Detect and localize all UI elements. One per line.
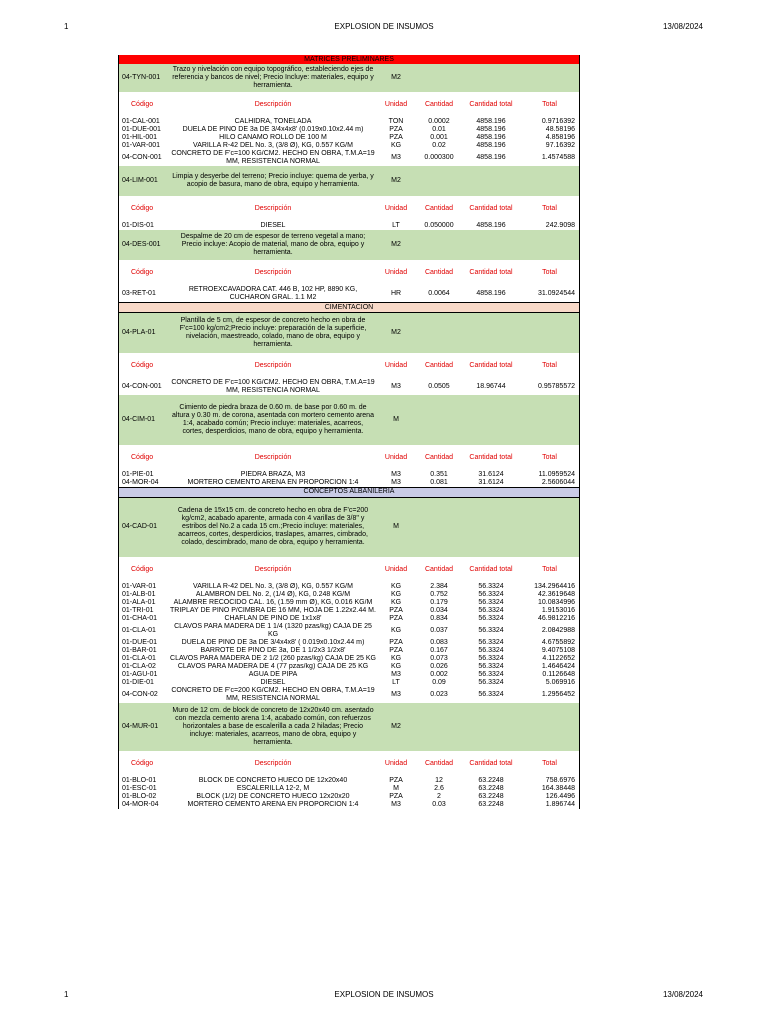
item-quantity: 0.083 — [430, 639, 448, 646]
item-total: 164.38448 — [541, 785, 575, 792]
item-code: 01-TRI-01 — [122, 607, 154, 614]
item-row — [119, 150, 579, 166]
item-quantity: 0.0064 — [428, 290, 450, 297]
concept-filler — [416, 313, 579, 353]
item-total: 1.2956452 — [541, 691, 575, 698]
concept-code: 04-CIM-01 — [119, 395, 170, 445]
concept-code: 04-DES-001 — [119, 230, 170, 260]
item-quantity: 0.073 — [430, 655, 448, 662]
item-description: CLAVOS PARA MADERA DE 4 (77 pzas/kg) CAJA DE 25 KG — [177, 663, 369, 670]
item-unit: M3 — [391, 478, 401, 486]
concept-unit: M2 — [376, 703, 416, 751]
item-total: 134.2964416 — [534, 583, 575, 590]
item-unit: M3 — [391, 691, 401, 698]
item-unit: TON — [388, 118, 404, 125]
item-row — [119, 801, 579, 809]
header-cantidad: Cantidad — [424, 205, 454, 212]
item-row — [119, 142, 579, 150]
item-quantity: 0.002 — [430, 671, 448, 678]
item-description: MORTERO CEMENTO ARENA EN PROPORCION 1:4 — [187, 478, 359, 486]
item-code: 01-VAR-001 — [122, 142, 161, 149]
item-quantity-total: 4858.196 — [476, 118, 506, 125]
header-descripcion: Descripción — [254, 101, 292, 108]
item-quantity-total: 56.3324 — [478, 583, 504, 590]
item-row — [119, 471, 579, 479]
item-description: CLAVOS PARA MADERA DE 1 1/4 (1320 pzas/kg) CAJA DE 25 KG — [174, 623, 372, 638]
concept-code: 04-TYN-001 — [119, 64, 170, 92]
header-unidad: Unidad — [384, 101, 408, 108]
item-code: 01-CLA-02 — [122, 663, 156, 670]
item-row — [119, 615, 579, 623]
footer-title: EXPLOSION DE INSUMOS — [334, 990, 434, 999]
item-description: CHAFLAN DE PINO DE 1x1x8' — [224, 615, 322, 622]
header-cantidad-total: Cantidad total — [469, 101, 513, 108]
concept-unit: M2 — [376, 230, 416, 260]
item-row — [119, 639, 579, 647]
concept-filler — [416, 64, 579, 92]
item-quantity: 0.0002 — [428, 118, 450, 125]
item-total: 126.4496 — [545, 793, 575, 800]
concept-code: 04-PLA-01 — [119, 313, 170, 353]
item-description: DIESEL — [260, 679, 286, 686]
item-quantity-total: 56.3324 — [478, 691, 504, 698]
item-quantity-total: 4858.196 — [476, 154, 506, 161]
concept-description: Plantilla de 5 cm, de espesor de concreto hecho en obra de F'c=100 kg/cm2;Precio incluye: preparación de la superficie, nivelación, maestreado, colado, mano de obra, equipo y herramienta. — [170, 313, 376, 353]
item-unit: PZA — [389, 134, 403, 141]
item-quantity-total: 56.3324 — [478, 679, 504, 686]
item-unit: M3 — [391, 671, 401, 678]
item-row — [119, 222, 579, 230]
item-code: 01-BAR-01 — [122, 647, 157, 654]
item-total: 2.5606044 — [541, 478, 575, 486]
item-quantity-total: 56.3324 — [478, 627, 504, 634]
item-total: 1.4574588 — [541, 154, 575, 161]
item-quantity-total: 56.3324 — [478, 655, 504, 662]
concept-row — [119, 166, 579, 196]
item-quantity-total: 31.6124 — [478, 470, 504, 478]
section-title: CONCEPTOS ALBAÑILERIA — [119, 487, 579, 497]
header-cantidad-total: Cantidad total — [469, 269, 513, 276]
item-unit: KG — [390, 583, 402, 590]
item-unit: KG — [390, 627, 402, 634]
concept-code: 04-LIM-001 — [119, 166, 170, 196]
header-unidad: Unidad — [384, 205, 408, 212]
item-code: 01-BLO-01 — [122, 777, 157, 784]
item-total: 5.069916 — [545, 679, 575, 686]
concept-unit: M — [376, 395, 416, 445]
column-header-row — [119, 751, 579, 777]
item-total: 1.4646424 — [541, 663, 575, 670]
item-code: 01-CLA-01 — [122, 627, 156, 634]
item-row — [119, 118, 579, 126]
item-quantity-total: 56.3324 — [478, 647, 504, 654]
header-total: Total — [542, 361, 557, 369]
item-description: MORTERO CEMENTO ARENA EN PROPORCION 1:4 — [187, 801, 359, 808]
item-description: ALAMBRON DEL No. 2, (1/4 Ø), KG, 0.248 KG/M — [195, 591, 351, 598]
header-descripcion: Descripción — [254, 453, 292, 461]
item-quantity: 0.050000 — [424, 222, 454, 229]
section-row — [119, 55, 579, 64]
item-description: CONCRETO DE F'c=200 KG/CM2. HECHO EN OBRA, T.M.A=19 MM, RESISTENCIA NORMAL — [171, 687, 375, 702]
item-row — [119, 647, 579, 655]
item-total: 4.1122652 — [542, 655, 575, 662]
item-unit: M3 — [391, 801, 401, 808]
concept-description: Muro de 12 cm. de block de concreto de 12x20x40 cm. asentado con mezcla cemento arena 1:4, acabado común, con refuerzos horizontales a base de escalerilla a cada 2 hiladas; Precio incluye: materiales, acarreos, mano de obra, equipo y herramienta. — [170, 703, 376, 751]
item-description: BARROTE DE PINO DE 3a, DE 1 1/2x3 1/2x8' — [200, 647, 346, 654]
header-unidad: Unidad — [384, 453, 408, 461]
item-code: 01-CLA-01 — [122, 655, 156, 662]
item-description: HILO CAÑAMO ROLLO DE 100 M — [219, 134, 327, 141]
concept-filler — [416, 166, 579, 196]
item-unit: LT — [392, 222, 400, 229]
item-code: 04-MOR-04 — [122, 801, 159, 808]
item-total: 4.6755892 — [541, 639, 575, 646]
concept-row — [119, 703, 579, 751]
item-row — [119, 591, 579, 599]
header-total: Total — [542, 205, 557, 212]
item-quantity: 2 — [437, 793, 441, 800]
item-quantity-total: 56.3324 — [478, 639, 504, 646]
item-description: DIESEL — [260, 222, 286, 229]
item-description: CONCRETO DE F'c=100 KG/CM2. HECHO EN OBRA, T.M.A=19 MM, RESISTENCIA NORMAL — [171, 378, 375, 394]
item-total: 9.4075108 — [541, 647, 575, 654]
item-description: CLAVOS PARA MADERA DE 2 1/2 (260 pzas/kg) CAJA DE 25 KG — [170, 655, 376, 662]
item-quantity-total: 31.6124 — [478, 478, 504, 486]
item-description: TRIPLAY DE PINO P/CIMBRA DE 16 MM, HOJA DE 1.22x2.44 M. — [170, 607, 376, 614]
header-cantidad: Cantidad — [424, 453, 454, 461]
concept-row — [119, 230, 579, 260]
item-total: 758.6976 — [545, 777, 575, 784]
item-quantity-total: 4858.196 — [476, 134, 506, 141]
item-quantity-total: 56.3324 — [478, 671, 504, 678]
item-quantity-total: 4858.196 — [476, 142, 506, 149]
concept-row — [119, 313, 579, 353]
item-row — [119, 379, 579, 395]
item-description: RETROEXCAVADORA CAT. 446 B, 102 HP, 8890 KG, CUCHARON GRAL. 1.1 M2 — [188, 286, 358, 301]
item-description: ESCALERILLA 12-2, M — [236, 785, 310, 792]
item-quantity: 0.02 — [432, 142, 446, 149]
page-header — [0, 20, 768, 34]
header-unidad: Unidad — [384, 760, 408, 767]
header-cantidad: Cantidad — [424, 269, 454, 276]
item-total: 1.9153016 — [541, 607, 575, 614]
item-total: 11.0959524 — [538, 470, 575, 478]
section-row — [119, 303, 579, 313]
column-header-row — [119, 557, 579, 583]
concept-filler — [416, 395, 579, 445]
column-header-row — [119, 92, 579, 118]
header-cantidad: Cantidad — [424, 760, 454, 767]
header-unidad: Unidad — [384, 566, 408, 573]
item-unit: PZA — [389, 126, 403, 133]
header-descripcion: Descripción — [254, 205, 292, 212]
item-total: 0.1126648 — [542, 671, 575, 678]
column-header-row — [119, 196, 579, 222]
header-cantidad-total: Cantidad total — [469, 453, 513, 461]
header-total: Total — [542, 269, 557, 276]
item-total: 242.9098 — [545, 222, 575, 229]
header-cantidad-total: Cantidad total — [469, 361, 513, 369]
section-title: MATRICES PRELIMINARES — [119, 55, 579, 64]
item-row — [119, 687, 579, 703]
page-footer — [0, 988, 768, 1002]
concept-description: Limpia y desyerbe del terreno; Precio incluye: quema de yerba, y acopio de basura, mano de obra, equipo y herramienta. — [170, 166, 376, 196]
item-row — [119, 623, 579, 639]
item-unit: PZA — [389, 639, 403, 646]
item-description: VARILLA R-42 DEL No. 3, (3/8 Ø), KG, 0.557 KG/M — [193, 142, 353, 149]
insumos-sheet — [118, 55, 580, 809]
header-descripcion: Descripción — [254, 269, 292, 276]
item-quantity: 0.023 — [430, 691, 448, 698]
item-code: 01-DUE-01 — [122, 639, 158, 646]
header-descripcion: Descripción — [254, 361, 292, 369]
item-unit: KG — [390, 663, 402, 670]
header-codigo: Código — [131, 361, 154, 369]
item-unit: LT — [392, 679, 400, 686]
header-cantidad: Cantidad — [424, 566, 454, 573]
item-quantity: 0.000300 — [424, 154, 454, 161]
header-descripcion: Descripción — [254, 566, 292, 573]
item-code: 03-RET-01 — [122, 290, 156, 297]
item-code: 01-ALB-01 — [122, 591, 156, 598]
item-description: CONCRETO DE F'c=100 KG/CM2. HECHO EN OBRA, T.M.A=19 MM, RESISTENCIA NORMAL — [171, 150, 375, 165]
header-codigo: Código — [131, 453, 154, 461]
header-cantidad: Cantidad — [424, 361, 454, 369]
item-code: 01-CHA-01 — [122, 615, 158, 622]
item-row — [119, 679, 579, 687]
footer-page-number: 1 — [64, 990, 69, 999]
header-cantidad-total: Cantidad total — [469, 205, 513, 212]
item-code: 01-ESC-01 — [122, 785, 157, 792]
section-row — [119, 487, 579, 497]
header-codigo: Código — [131, 760, 154, 767]
header-cantidad: Cantidad — [424, 101, 454, 108]
item-description: AGUA DE PIPA — [248, 671, 298, 678]
item-code: 04-CON-001 — [122, 382, 162, 390]
concept-description: Trazo y nivelación con equipo topográfico, estableciendo ejes de referencia y bancos de nivel; Precio Incluye: materiales, equipo y herramienta. — [170, 64, 376, 92]
item-quantity-total: 56.3324 — [478, 591, 504, 598]
item-row — [119, 785, 579, 793]
item-code: 01-CAL-001 — [122, 118, 160, 125]
header-codigo: Código — [131, 205, 154, 212]
item-quantity: 0.179 — [430, 599, 448, 606]
item-total: 97.16392 — [545, 142, 575, 149]
item-description: BLOCK DE CONCRETO HUECO DE 12x20x40 — [198, 777, 348, 784]
concept-description: Cadena de 15x15 cm. de concreto hecho en obra de F'c=200 kg/cm2, acabado aparente, armada con 4 varillas de 3/8" y estribos del No.2 a cada 15 cm.;Precio incluye: materiales, acarreos, cortes, desperdicios, traslapes, amarres, cimbrado, colado, descimbrado, mano de obra, equipo y herramienta. — [170, 497, 376, 557]
header-total: Total — [542, 566, 557, 573]
item-description: BLOCK (1/2) DE CONCRETO HUECO 12x20x20 — [196, 793, 350, 800]
item-quantity-total: 63.2248 — [478, 777, 504, 784]
item-quantity-total: 56.3324 — [478, 663, 504, 670]
column-header-row — [119, 353, 579, 379]
item-quantity: 0.752 — [430, 591, 448, 598]
item-row — [119, 479, 579, 488]
item-quantity: 2.6 — [434, 785, 444, 792]
concept-unit: M2 — [376, 313, 416, 353]
item-unit: M3 — [391, 470, 401, 478]
concept-row — [119, 64, 579, 92]
item-description: CALHIDRA, TONELADA — [234, 118, 312, 125]
concept-filler — [416, 703, 579, 751]
item-code: 01-HIL-001 — [122, 134, 158, 141]
item-row — [119, 663, 579, 671]
item-description: DUELA DE PINO DE 3a DE 3/4x4x8' ( 0.019x0.10x2.44 m) — [181, 639, 365, 646]
item-total: 46.9812216 — [538, 615, 575, 622]
item-row — [119, 793, 579, 801]
item-quantity-total: 63.2248 — [478, 793, 504, 800]
item-description: PIEDRA BRAZA, M3 — [240, 470, 306, 478]
item-code: 01-PIE-01 — [122, 470, 154, 478]
item-quantity: 0.834 — [430, 615, 448, 622]
column-header-row — [119, 260, 579, 286]
item-quantity-total: 18.96744 — [476, 382, 506, 390]
concept-description: Cimiento de piedra braza de 0.60 m. de base por 0.60 m. de altura y 0.30 m. de corona, asentada con mortero cemento arena 1:4, acabado común; Precio incluye: materiales, acarreos, cortes, desperdicios, mano de obra, equipo y herramienta. — [170, 395, 376, 445]
item-unit: KG — [390, 142, 402, 149]
header-descripcion: Descripción — [254, 760, 292, 767]
item-code: 01-BLO-02 — [122, 793, 157, 800]
item-unit: PZA — [389, 777, 403, 784]
item-quantity: 0.037 — [430, 627, 448, 634]
item-quantity: 0.167 — [430, 647, 448, 654]
item-code: 01-ALA-01 — [122, 599, 156, 606]
header-codigo: Código — [131, 269, 154, 276]
concept-unit: M2 — [376, 166, 416, 196]
item-unit: KG — [390, 599, 402, 606]
document-date: 13/08/2024 — [662, 22, 703, 31]
item-quantity-total: 63.2248 — [478, 785, 504, 792]
header-total: Total — [542, 101, 557, 108]
item-description: ALAMBRE RECOCIDO CAL. 16, (1.59 mm Ø), KG, 0.016 KG/M — [173, 599, 373, 606]
item-unit: M — [393, 785, 399, 792]
concept-code: 04-CAD-01 — [119, 497, 170, 557]
insumos-table — [119, 55, 579, 809]
item-quantity: 0.03 — [432, 801, 446, 808]
concept-description: Despalme de 20 cm de espesor de terreno vegetal a mano; Precio incluye: Acopio de material, mano de obra, equipo y herramienta. — [170, 230, 376, 260]
item-unit: KG — [390, 655, 402, 662]
item-unit: M3 — [391, 154, 401, 161]
header-total: Total — [542, 760, 557, 767]
page-number: 1 — [64, 22, 69, 31]
item-row — [119, 134, 579, 142]
section-title: CIMENTACION — [119, 303, 579, 313]
item-row — [119, 583, 579, 591]
item-total: 0.9716392 — [541, 118, 575, 125]
item-unit: M3 — [391, 382, 401, 390]
item-row — [119, 126, 579, 134]
header-codigo: Código — [131, 566, 154, 573]
item-code: 04-CON-02 — [122, 691, 158, 698]
item-quantity-total: 63.2248 — [478, 801, 504, 808]
item-total: 4.858196 — [545, 134, 575, 141]
concept-unit: M — [376, 497, 416, 557]
item-quantity: 0.034 — [430, 607, 448, 614]
item-quantity-total: 56.3324 — [478, 615, 504, 622]
concept-unit: M2 — [376, 64, 416, 92]
item-row — [119, 599, 579, 607]
item-quantity-total: 4858.196 — [476, 126, 506, 133]
item-quantity: 2.384 — [430, 583, 448, 590]
item-quantity-total: 4858.196 — [476, 290, 506, 297]
item-quantity-total: 56.3324 — [478, 599, 504, 606]
item-quantity-total: 4858.196 — [476, 222, 506, 229]
item-code: 04-MOR-04 — [122, 478, 159, 486]
concept-filler — [416, 230, 579, 260]
item-quantity: 0.081 — [430, 478, 448, 486]
header-unidad: Unidad — [384, 269, 408, 276]
document-title: EXPLOSION DE INSUMOS — [334, 22, 434, 31]
item-unit: KG — [390, 591, 402, 598]
item-row — [119, 655, 579, 663]
column-header-row — [119, 445, 579, 471]
item-row — [119, 671, 579, 679]
item-row — [119, 777, 579, 785]
concept-row — [119, 395, 579, 445]
item-unit: PZA — [389, 607, 403, 614]
item-code: 04-CON-001 — [122, 154, 162, 161]
concept-row — [119, 497, 579, 557]
header-total: Total — [542, 453, 557, 461]
header-codigo: Código — [131, 101, 154, 108]
item-total: 1.896744 — [545, 801, 575, 808]
item-unit: HR — [390, 290, 402, 297]
item-quantity: 0.351 — [430, 470, 448, 478]
item-total: 10.0834996 — [538, 599, 575, 606]
concept-filler — [416, 497, 579, 557]
item-total: 31.0924544 — [538, 290, 575, 297]
item-total: 0.95785572 — [538, 382, 575, 390]
item-total: 42.3619648 — [538, 591, 575, 598]
item-quantity: 0.026 — [430, 663, 448, 670]
item-row — [119, 607, 579, 615]
item-code: 01-AGU-01 — [122, 671, 158, 678]
item-unit: PZA — [389, 793, 403, 800]
item-quantity: 0.001 — [430, 134, 448, 141]
item-row — [119, 286, 579, 303]
item-description: VARILLA R-42 DEL No. 3, (3/8 Ø), KG, 0.557 KG/M — [193, 583, 353, 590]
item-quantity-total: 56.3324 — [478, 607, 504, 614]
header-cantidad-total: Cantidad total — [469, 566, 513, 573]
item-code: 01-DIE-01 — [122, 679, 154, 686]
concept-code: 04-MUR-01 — [119, 703, 170, 751]
item-quantity: 0.0505 — [428, 382, 450, 390]
item-code: 01-DIS-01 — [122, 222, 154, 229]
item-unit: PZA — [389, 615, 403, 622]
item-total: 2.0842988 — [541, 627, 575, 634]
item-quantity: 0.01 — [432, 126, 446, 133]
footer-date: 13/08/2024 — [662, 990, 703, 999]
item-total: 48.58196 — [545, 126, 575, 133]
item-code: 01-VAR-01 — [122, 583, 157, 590]
item-description: DUELA DE PINO DE 3a DE 3/4x4x8' (0.019x0.10x2.44 m) — [182, 126, 364, 133]
item-quantity: 0.09 — [432, 679, 446, 686]
item-quantity: 12 — [435, 777, 443, 784]
header-unidad: Unidad — [384, 361, 408, 369]
header-cantidad-total: Cantidad total — [469, 760, 513, 767]
item-unit: PZA — [389, 647, 403, 654]
item-code: 01-DUE-001 — [122, 126, 161, 133]
